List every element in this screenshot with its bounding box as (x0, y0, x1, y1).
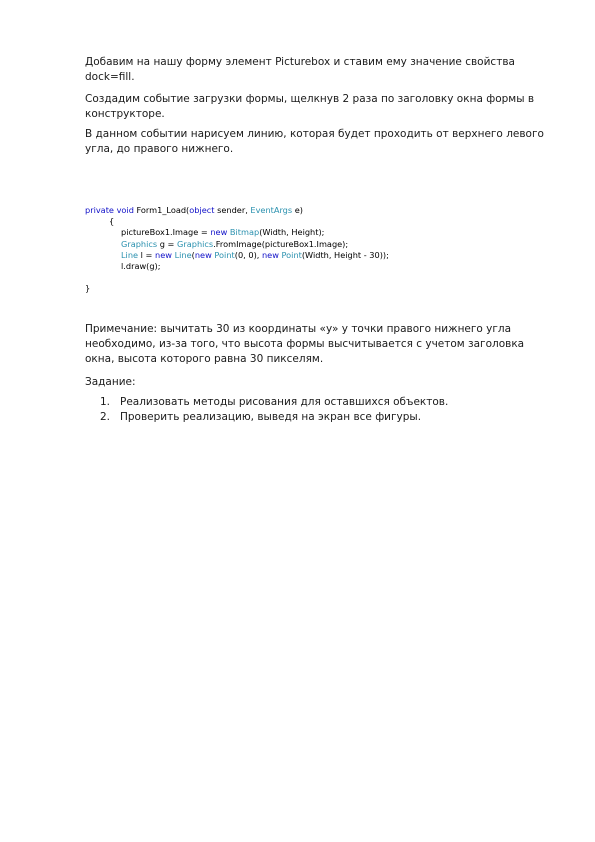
paragraph-draw-line: В данном событии нарисуем линию, которая будет проходить от верхнего левого угла, до правого нижнего. (85, 128, 544, 155)
code-keyword: new (261, 249, 279, 260)
paragraph-task-heading: Задание: (85, 376, 136, 388)
code-text: (0, 0), (234, 249, 262, 260)
paragraph-add-picturebox: Добавим на нашу форму элемент Picturebox и ставим ему значение свойства dock=fill. (85, 56, 515, 83)
code-line-blank (85, 272, 545, 283)
code-text: g = (157, 238, 178, 249)
code-text: (Width, Height - 30)); (301, 249, 389, 260)
code-keyword: private (85, 205, 114, 215)
code-type: EventArgs (250, 205, 293, 215)
code-text: l = (138, 249, 156, 260)
list-item-number: 1. (100, 396, 111, 408)
code-text: e) (292, 205, 303, 215)
code-keyword: new (194, 249, 212, 260)
code-block (85, 205, 545, 295)
paragraph-create-load-event: Создадим событие загрузки формы, щелкнув 2 раза по заголовку окна формы в конструкторе. (85, 93, 535, 120)
list-item-text: Проверить реализацию, выведя на экран все фигуры. (120, 411, 422, 423)
code-type: Point (214, 249, 235, 260)
code-text: pictureBox1.Image = (121, 227, 211, 238)
code-line-open-brace: { (109, 216, 115, 227)
code-keyword: void (116, 205, 134, 215)
code-line-graphics (85, 239, 545, 250)
code-text: Form1_Load( (133, 205, 190, 215)
code-keyword: new (210, 227, 228, 238)
code-line-line (85, 250, 545, 261)
code-line-signature (85, 205, 545, 216)
code-text: (Width, Height); (259, 227, 325, 238)
task-list (100, 395, 540, 425)
list-item (100, 395, 540, 410)
code-type: Graphics (177, 238, 214, 249)
code-line-draw: l.draw(g); (121, 260, 161, 271)
code-keyword: new (155, 249, 172, 260)
paragraph-note: Примечание: вычитать 30 из координаты «y» у точки правого нижнего угла необходимо, из-за того, что высота формы высчитывается с учетом заголовка окна, высота которого равна 30 пикселям. (85, 323, 525, 365)
code-line-image (85, 227, 545, 238)
code-text: ( (191, 249, 195, 260)
code-line-close-brace: } (85, 283, 91, 294)
code-text: sender, (214, 205, 251, 215)
code-keyword: object (189, 205, 215, 215)
code-type: Line (174, 249, 192, 260)
list-item (100, 410, 540, 425)
list-item-number: 2. (100, 411, 111, 423)
code-type: Line (121, 249, 139, 260)
code-type: Bitmap (229, 227, 260, 238)
list-item-text: Реализовать методы рисования для оставшихся объектов. (120, 396, 449, 408)
code-type: Graphics (121, 238, 158, 249)
code-text: .FromImage(pictureBox1.Image); (213, 238, 349, 249)
code-type: Point (281, 249, 302, 260)
